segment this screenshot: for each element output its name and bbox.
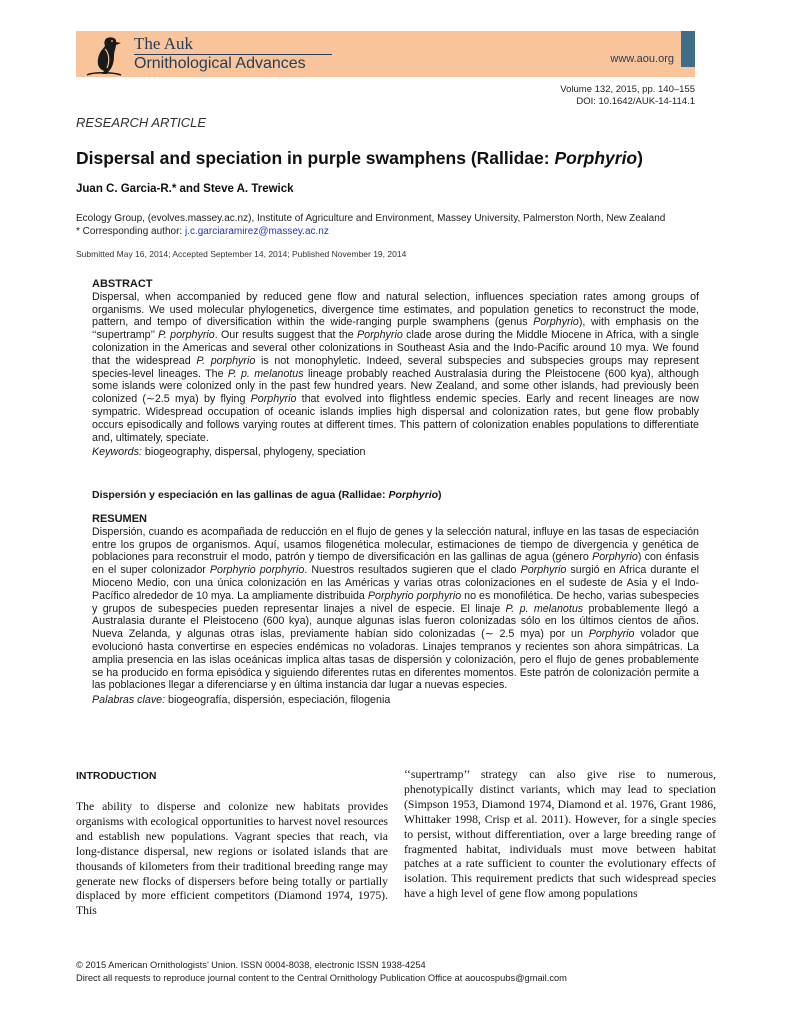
journal-website-link[interactable]: www.aou.org [610,53,674,65]
abstract-keywords: Keywords: biogeography, dispersal, phylogeny, speciation [92,446,366,459]
affiliation [76,212,665,238]
abstract-section [92,278,699,459]
auk-bird-logo-icon [83,33,123,77]
page-footer [76,959,567,985]
doi: DOI: 10.1642/AUK-14-114.1 [576,95,695,107]
intro-left-column [76,800,388,919]
intro-right-column [404,768,716,902]
volume-info [560,84,695,107]
resumen-text: Dispersión, cuando es acompañada de reducción en el flujo de genes y la selección natural, influye en las tasas de especiación entre los grupos de organismos. Aquí, usamos filogenética molecular, estimaciones de tiempo de divergencia y genética de poblaciones para reconstruir el modo, patrón y tiempo de diversificación en las gallinas de agua (género Porphyrio) con énfasis en el super colonizador Porphyrio porphyrio. Nuestros resultados sugieren que el clado Porphyrio surgió en Africa durante el Mioceno Medio, con una única colonización en las Américas y varias otras colonizaciones en el sudeste de Asia y el Indo-Pacífico alrededor de 10 mya. La ampliamente distribuida Porphyrio porphyrio no es monofilética. De hecho, varias subespecies y grupos de subespecies pueden representar linajes a nivel de especie. El linaje P. p. melanotus probablemente llegó a Australasia durante el Pleistoceno (600 kya), aunque algunas islas fueron colonizadas sólo en los últimos cientos de años. Nueva Zelanda, y algunas otras islas, previamente habían sido colonizadas (∼ 2.5 mya) por un Porphyrio volador que evolucionó hasta convertirse en especies endémicas no voladoras. Linajes tempranos y recientes son ahora simpátricas. La amplia presencia en las islas oceánicas implica altas tasas de dispersión y colonización, pero el flujo de genes probablemente se ha producido en forma episódica y siguiendo diferentes rutas en diferentes momentos. Este patrón de colonización permite a las poblaciones llegar a diferenciarse y en última instancia dar lugar a nuevas especies. [92,525,700,692]
resumen-section [92,513,699,707]
affiliation-text: Ecology Group, (evolves.massey.ac.nz), Institute of Agriculture and Environment, Massey University, Palmerston North, New Zealand [76,213,666,224]
abstract-heading: ABSTRACT [92,278,153,290]
submission-dates: Submitted May 16, 2014; Accepted September 14, 2014; Published November 19, 2014 [76,249,407,259]
corresponding-author: * Corresponding author: j.c.garciaramirez@massey.ac.nz [76,226,329,237]
banner-accent-bar [681,31,695,67]
resumen-keywords: Palabras clave: biogeografía, dispersión, especiación, filogenia [92,694,391,707]
journal-name-line1: The Auk [134,34,194,53]
reproduction-notice: Direct all requests to reproduce journal content to the Central Ornithology Publication Office at aoucospubs@gmail.com [76,973,567,983]
journal-name-line2: Ornithological Advances [134,55,306,72]
intro-right-text: ‘‘supertramp’’ strategy can also give rise to numerous, phenotypically distinct variants, which may lead to speciation (Simpson 1953, Diamond 1974, Diamond et al. 1976, Grant 1986, Whittaker 1998, Crisp et al. 2011). However, for a single species to persist, without differentiation, over a large breeding range of fragmented habitat, individuals must move between habitat patches at a rate sufficient to counter the evolutionary effects of isolation. This requirement predicts that such widespread species have a high level of gene flow among populations [404,768,716,901]
authors: Juan C. Garcia-R.* and Steve A. Trewick [76,183,294,195]
volume-pages: Volume 132, 2015, pp. 140–155 [560,84,695,95]
copyright: © 2015 American Ornithologists’ Union. ISSN 0004-8038, electronic ISSN 1938-4254 [76,960,426,970]
resumen-heading: RESUMEN [92,513,148,525]
introduction-heading: INTRODUCTION [76,770,157,782]
abstract-text: Dispersal, when accompanied by reduced gene flow and natural selection, influences speciation rates among groups of organisms. We used molecular phylogenetics, divergence time estimates, and population genetics to reconstruct the mode, pattern, and tempo of diversification within the wide-ranging purple swamphens (genus Porphyrio), with emphasis on the ‘‘supertramp’’ P. porphyrio. Our results suggest that the Porphyrio clade arose during the Middle Miocene in Africa, with a single colonization in the Americas and several other colonizations in Southeast Asia and the Indo-Pacific around 10 mya. We found that the widespread P. porphyrio is not monophyletic. Indeed, several subspecies and subspecies groups may represent species-level lineages. The P. p. melanotus lineage probably reached Australasia during the Pleistocene (600 kya), although some islands were colonized only in the past few hundred years. New Zealand, and some other islands, had previously been colonized (∼2.5 mya) by flying Porphyrio that evolved into flightless endemic species. Early and recent lineages are now sympatric. Widespread occupation of oceanic islands implies high dispersal and colonization rates, but gene flow probably occurs episodically and follows varying routes at different times. This pattern of colonization enables populations to differentiate and, ultimately, speciate. [92,290,699,444]
article-title: Dispersal and speciation in purple swamphens (Rallidae: Porphyrio) [76,148,643,168]
corresponding-email-link[interactable]: j.c.garciaramirez@massey.ac.nz [184,226,329,237]
spanish-title: Dispersión y especiación en las gallinas de agua (Rallidae: Porphyrio) [92,489,442,501]
intro-left-text: The ability to disperse and colonize new habitats provides organisms with ecological opportunities to harvest novel resources and establish new populations. Vagrant species that reach, via long-distance dispersal, new regions or isolated islands that are thousands of kilometers from their traditional breeding range may generate new flocks of dispersers before being totally or partially displaced by more efficient competitors (Diamond 1974, 1975). This [76,800,388,918]
article-type: RESEARCH ARTICLE [76,115,207,130]
